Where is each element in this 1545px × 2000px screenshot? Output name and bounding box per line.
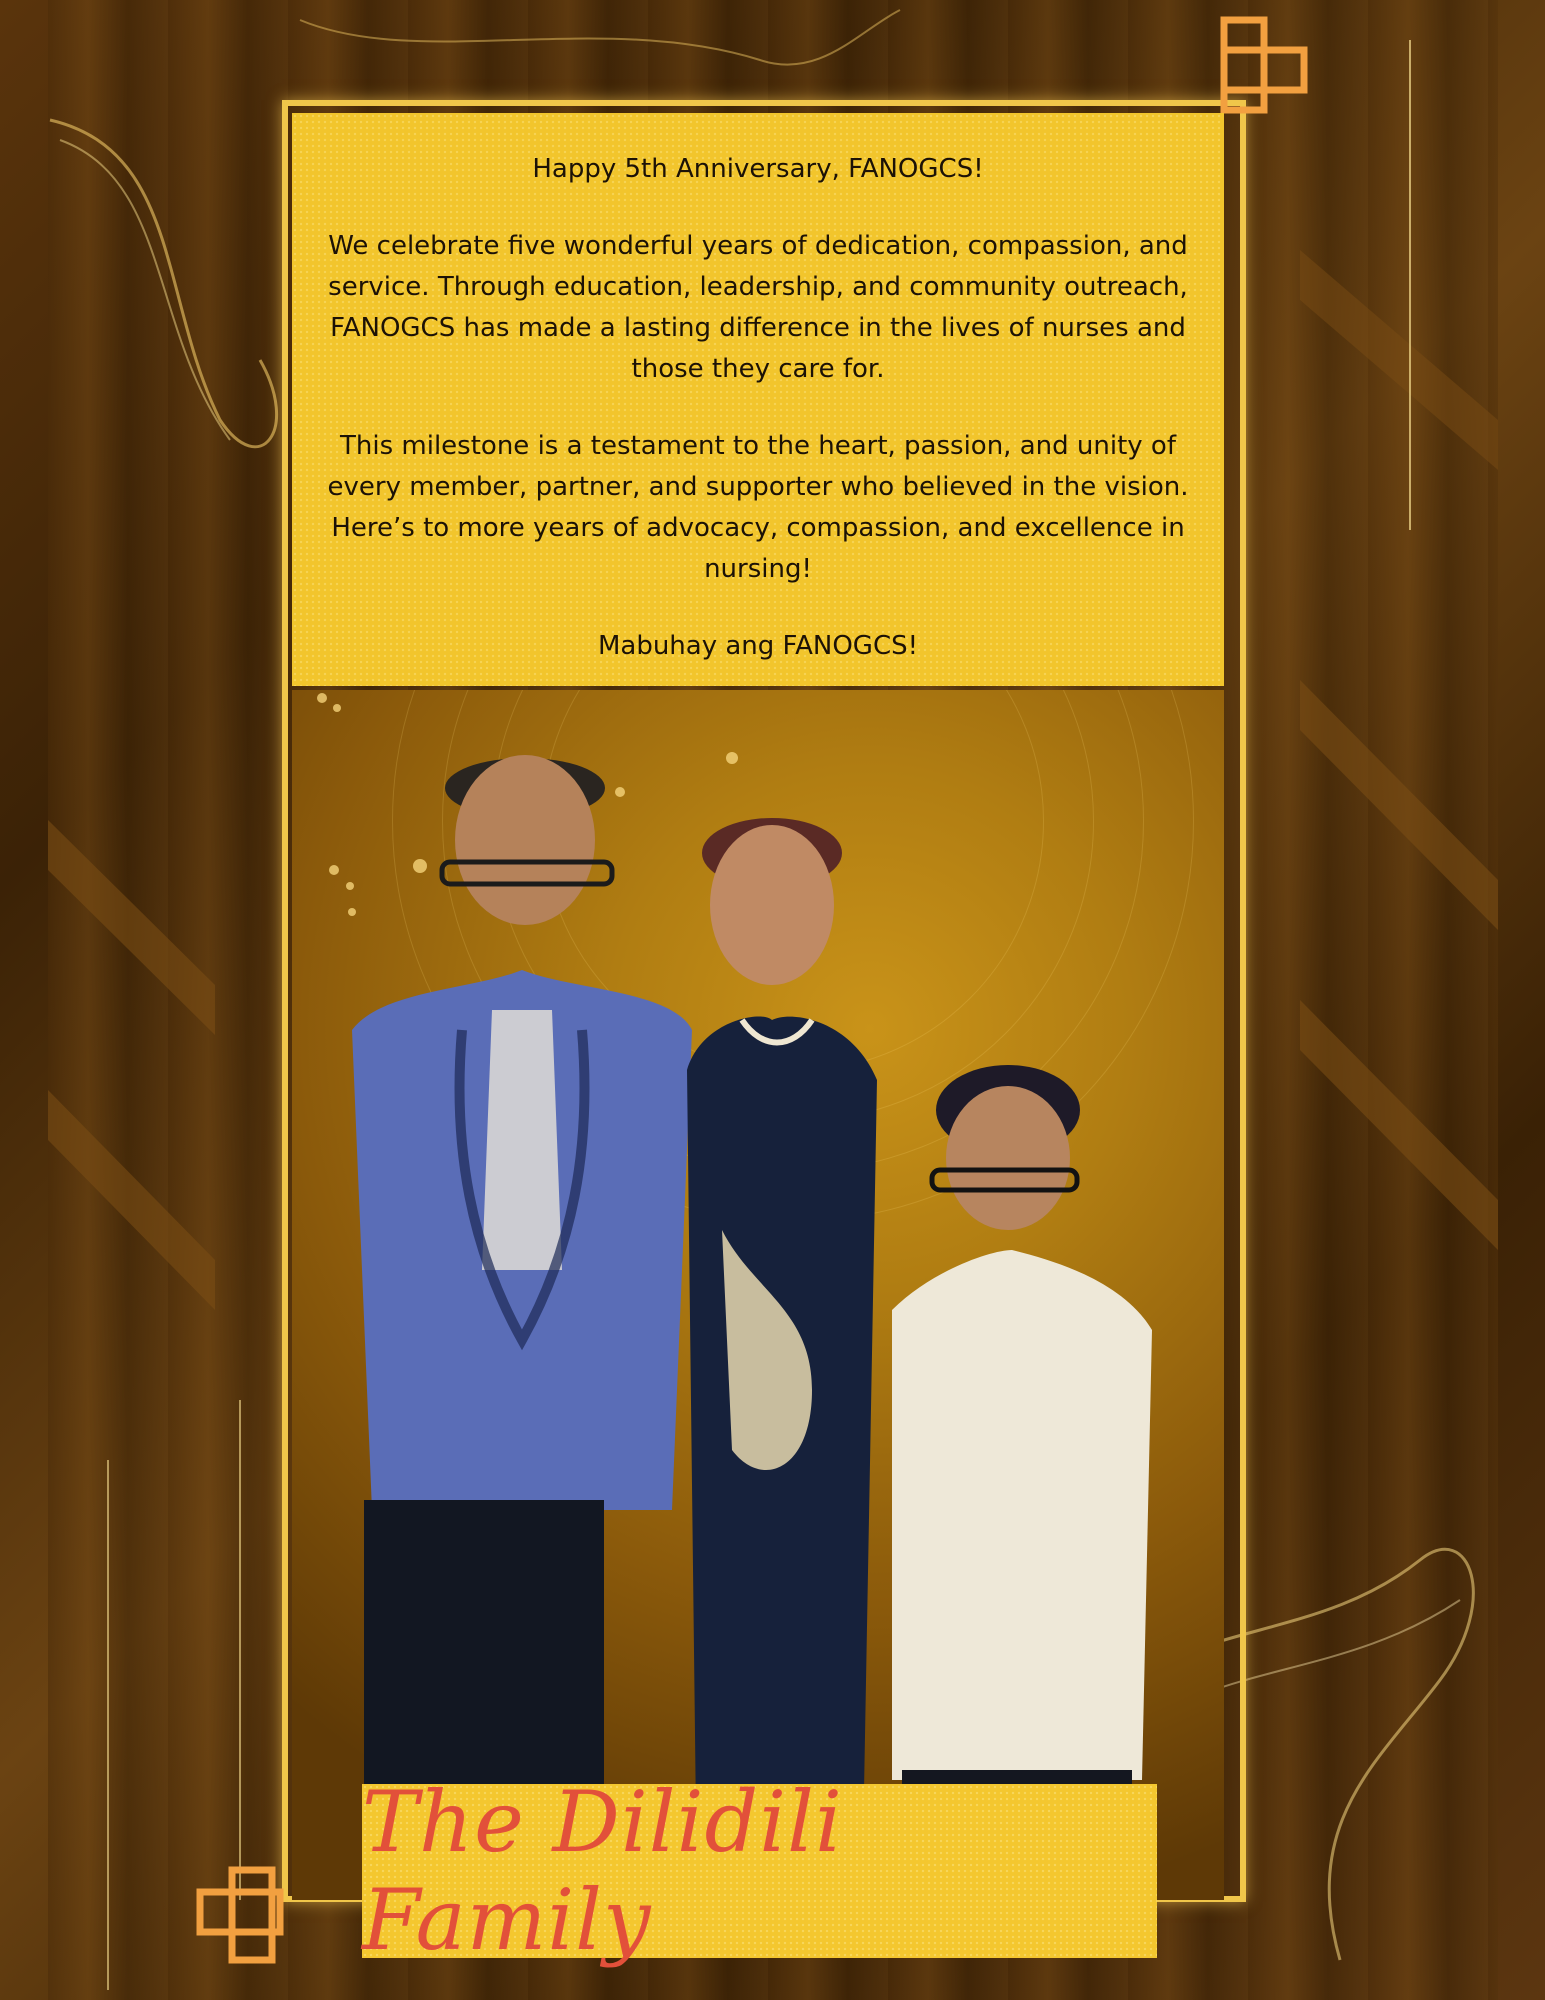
closing-line: Mabuhay ang FANOGCS! — [597, 631, 919, 661]
family-photo — [292, 690, 1224, 1900]
family-portrait-illustration — [292, 690, 1224, 1900]
message-paragraph-1: We celebrate five wonderful years of dedication, compassion, and service. Through education, leadership, and community outreach, FANOGCS has made a lasting difference in the lives of nurses and those they care for. — [328, 231, 1188, 384]
corner-ornament-top-right — [1210, 14, 1320, 124]
message-card — [292, 113, 1224, 686]
family-name-plate — [362, 1773, 1157, 1969]
father-figure — [352, 755, 692, 1900]
mother-figure — [687, 818, 877, 1900]
greeting-heading: Happy 5th Anniversary, FANOGCS! — [532, 154, 984, 184]
message-paragraph-2: This milestone is a testament to the heart, passion, and unity of every member, partner, and supporter who believed in the vision. Here’s to more years of advocacy, compassion, and excellence in nursing! — [327, 431, 1189, 584]
family-name-title: The Dilidili Family — [362, 1773, 843, 1969]
corner-ornament-bottom-left — [192, 1860, 302, 1980]
